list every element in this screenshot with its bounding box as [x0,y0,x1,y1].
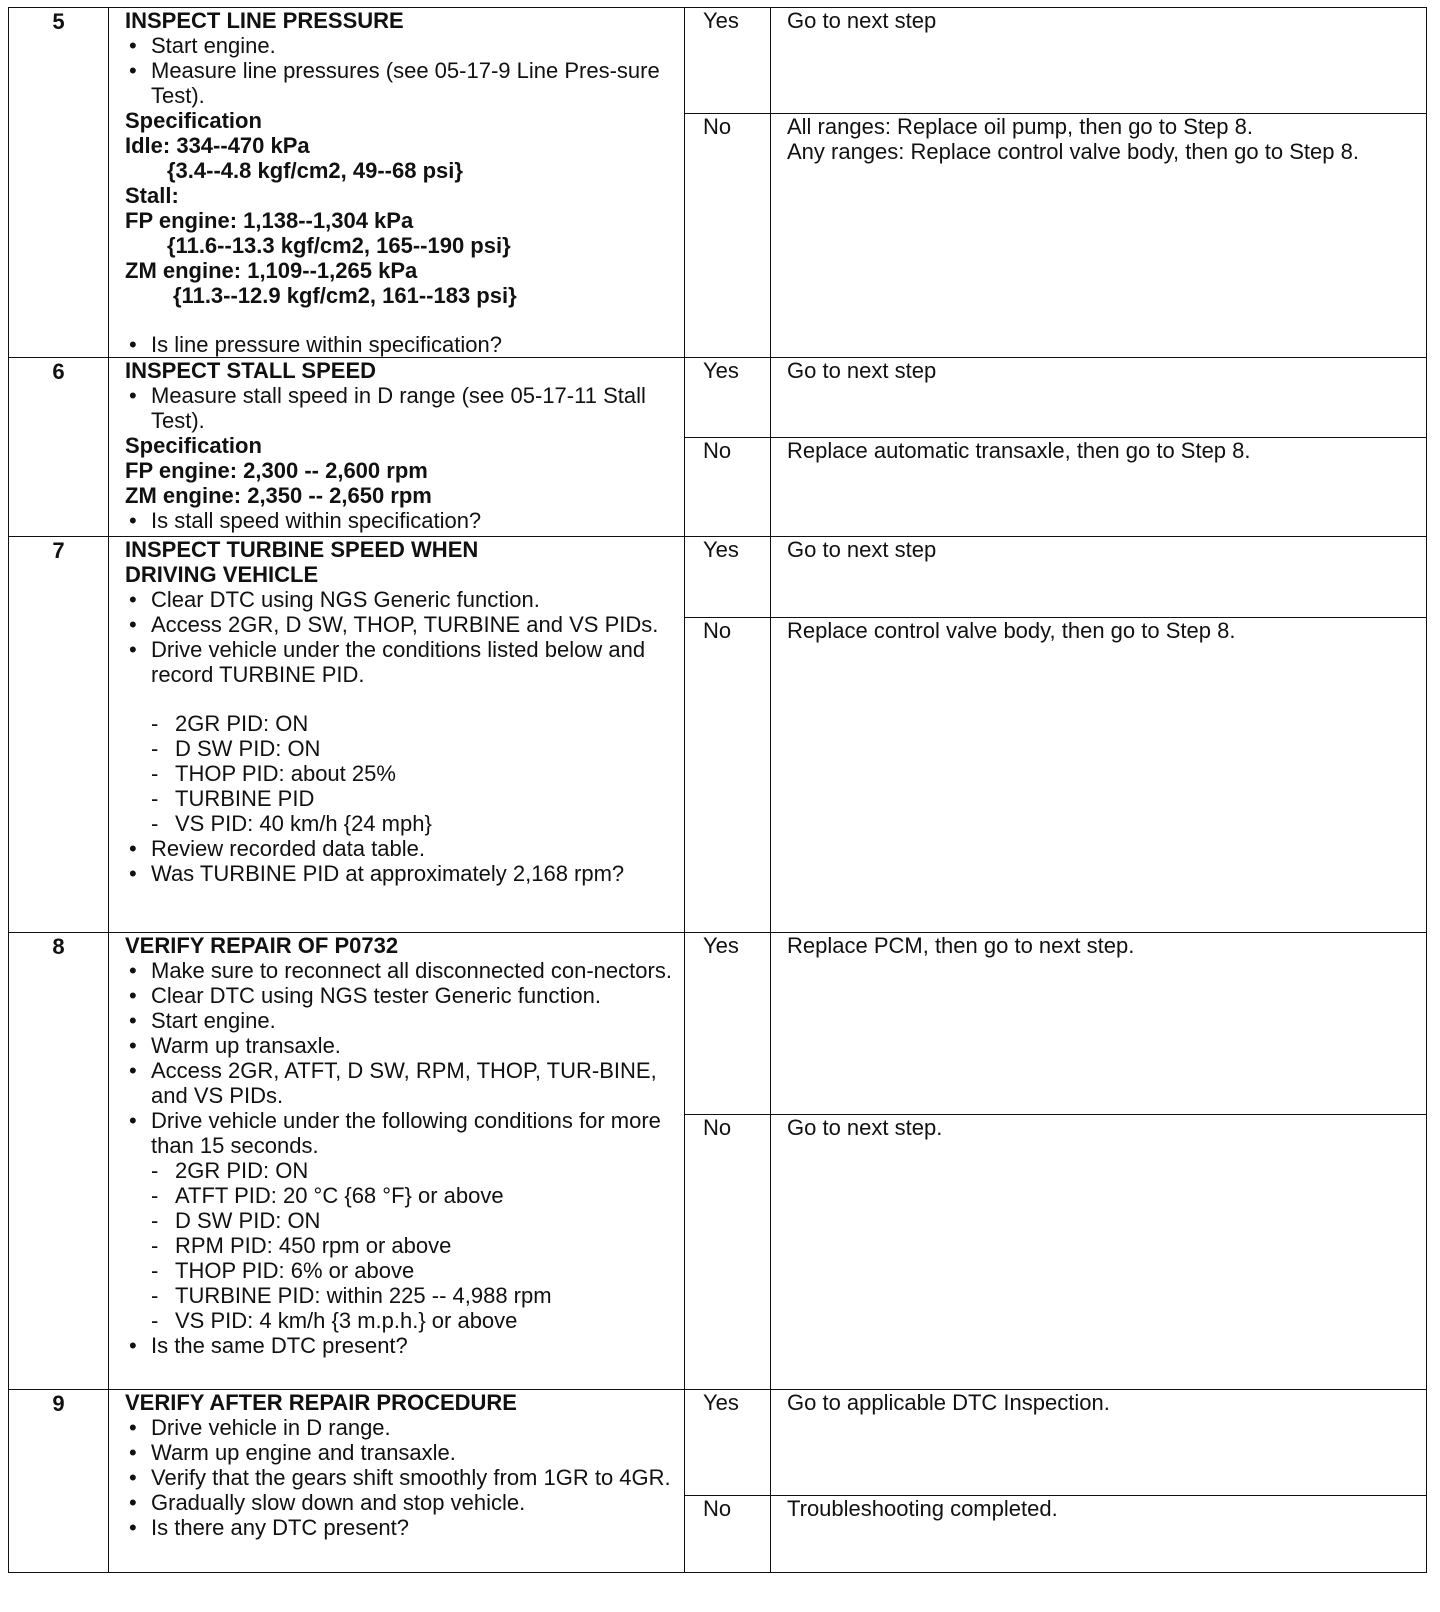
question: • Is there any DTC present? [125,1515,676,1540]
action-item: • Make sure to reconnect all disconnected con-nectors. [125,958,676,983]
spec-line: Stall: [125,183,179,208]
question: • Is stall speed within specification? [125,508,676,533]
action-item: • Start engine. [125,33,676,58]
step-title: DRIVING VEHICLE [125,562,319,587]
question: • Was TURBINE PID at approximately 2,168 rpm? [125,861,676,886]
condition-item: - 2GR PID: ON [125,1158,676,1183]
action-item: • Warm up engine and transaxle. [125,1440,676,1465]
spec-line: ZM engine: 2,350 -- 2,650 rpm [125,483,432,508]
action-item: • Measure stall speed in D range (see 05-17-11 Stall Test). [125,383,676,433]
question: • Is line pressure within specification? [125,332,676,357]
step-7-action [109,537,685,933]
spec-line: ZM engine: 1,109--1,265 kPa [125,258,418,283]
spec-line: {11.6--13.3 kgf/cm2, 165--190 psi} [167,233,511,258]
step-6-action [109,358,685,537]
yes-label: Yes [685,933,771,1115]
condition-item: - D SW PID: ON [125,1208,676,1233]
condition-item: - TURBINE PID: within 225 -- 4,988 rpm [125,1283,676,1308]
step-title: VERIFY AFTER REPAIR PROCEDURE [125,1390,517,1415]
no-label: No [685,113,771,358]
yes-result: Replace PCM, then go to next step. [771,933,1427,1115]
no-result-line: Any ranges: Replace control valve body, then go to Step 8. [787,138,1359,164]
action-item: • Verify that the gears shift smoothly from 1GR to 4GR. [125,1465,676,1490]
action-item: • Clear DTC using NGS tester Generic function. [125,983,676,1008]
action-item: • Warm up transaxle. [125,1033,676,1058]
no-label: No [685,1115,771,1390]
condition-item: - VS PID: 40 km/h {24 mph} [125,811,676,836]
condition-item: - D SW PID: ON [125,736,676,761]
step-5-action [109,8,685,358]
no-result: Replace control valve body, then go to Step 8. [771,618,1427,933]
action-item: • Access 2GR, ATFT, D SW, RPM, THOP, TUR-BINE, and VS PIDs. [125,1058,676,1108]
step-title: VERIFY REPAIR OF P0732 [125,933,399,958]
action-item: • Access 2GR, D SW, THOP, TURBINE and VS PIDs. [125,612,676,637]
no-result-line: All ranges: Replace oil pump, then go to Step 8. [787,113,1253,139]
step-number: 9 [9,1390,109,1573]
step-number: 8 [9,933,109,1390]
no-result: Go to next step. [771,1115,1427,1390]
condition-item: - THOP PID: about 25% [125,761,676,786]
action-item: • Gradually slow down and stop vehicle. [125,1490,676,1515]
spec-line: {11.3--12.9 kgf/cm2, 161--183 psi} [173,283,517,308]
action-item: • Drive vehicle under the conditions listed below and record TURBINE PID. [125,637,676,687]
step-number: 7 [9,537,109,933]
yes-result: Go to next step [771,537,1427,618]
no-label: No [685,438,771,537]
no-result: Troubleshooting completed. [771,1496,1427,1573]
yes-result: Go to next step [771,358,1427,438]
question: • Is the same DTC present? [125,1333,676,1358]
step-title: INSPECT LINE PRESSURE [125,8,404,33]
step-6-yes-row [9,358,1427,438]
yes-result: Go to applicable DTC Inspection. [771,1390,1427,1496]
no-label: No [685,618,771,933]
step-number: 6 [9,358,109,537]
step-5-yes-row [9,8,1427,114]
no-label: No [685,1496,771,1573]
no-result: Replace automatic transaxle, then go to Step 8. [771,438,1427,537]
action-item: • Review recorded data table. [125,836,676,861]
action-item: • Start engine. [125,1008,676,1033]
yes-label: Yes [685,1390,771,1496]
step-9-yes-row [9,1390,1427,1496]
action-item: • Clear DTC using NGS Generic function. [125,587,676,612]
condition-item: - VS PID: 4 km/h {3 m.p.h.} or above [125,1308,676,1333]
no-result [771,113,1427,358]
condition-item: - 2GR PID: ON [125,711,676,736]
spec-line: Idle: 334--470 kPa [125,133,310,158]
step-9-action [109,1390,685,1573]
condition-item: - TURBINE PID [125,786,676,811]
action-item: • Drive vehicle under the following conditions for more than 15 seconds. [125,1108,676,1158]
condition-item: - RPM PID: 450 rpm or above [125,1233,676,1258]
step-title: INSPECT TURBINE SPEED WHEN [125,537,479,562]
condition-item: - ATFT PID: 20 °C {68 °F} or above [125,1183,676,1208]
diagnostic-procedure-table [8,7,1427,1573]
spec-line: FP engine: 1,138--1,304 kPa [125,208,414,233]
spacer [125,687,676,711]
step-8-action [109,933,685,1390]
step-7-yes-row [9,537,1427,618]
yes-label: Yes [685,537,771,618]
spec-line: {3.4--4.8 kgf/cm2, 49--68 psi} [167,158,463,183]
step-8-yes-row [9,933,1427,1115]
condition-item: - THOP PID: 6% or above [125,1258,676,1283]
specification-heading: Specification [125,433,262,458]
yes-label: Yes [685,358,771,438]
action-item: • Measure line pressures (see 05-17-9 Line Pres-sure Test). [125,58,676,108]
yes-result: Go to next step [771,8,1427,114]
yes-label: Yes [685,8,771,114]
spec-line: FP engine: 2,300 -- 2,600 rpm [125,458,428,483]
specification-heading: Specification [125,108,262,133]
action-item: • Drive vehicle in D range. [125,1415,676,1440]
spacer [125,308,676,332]
step-number: 5 [9,8,109,358]
step-title: INSPECT STALL SPEED [125,358,377,383]
